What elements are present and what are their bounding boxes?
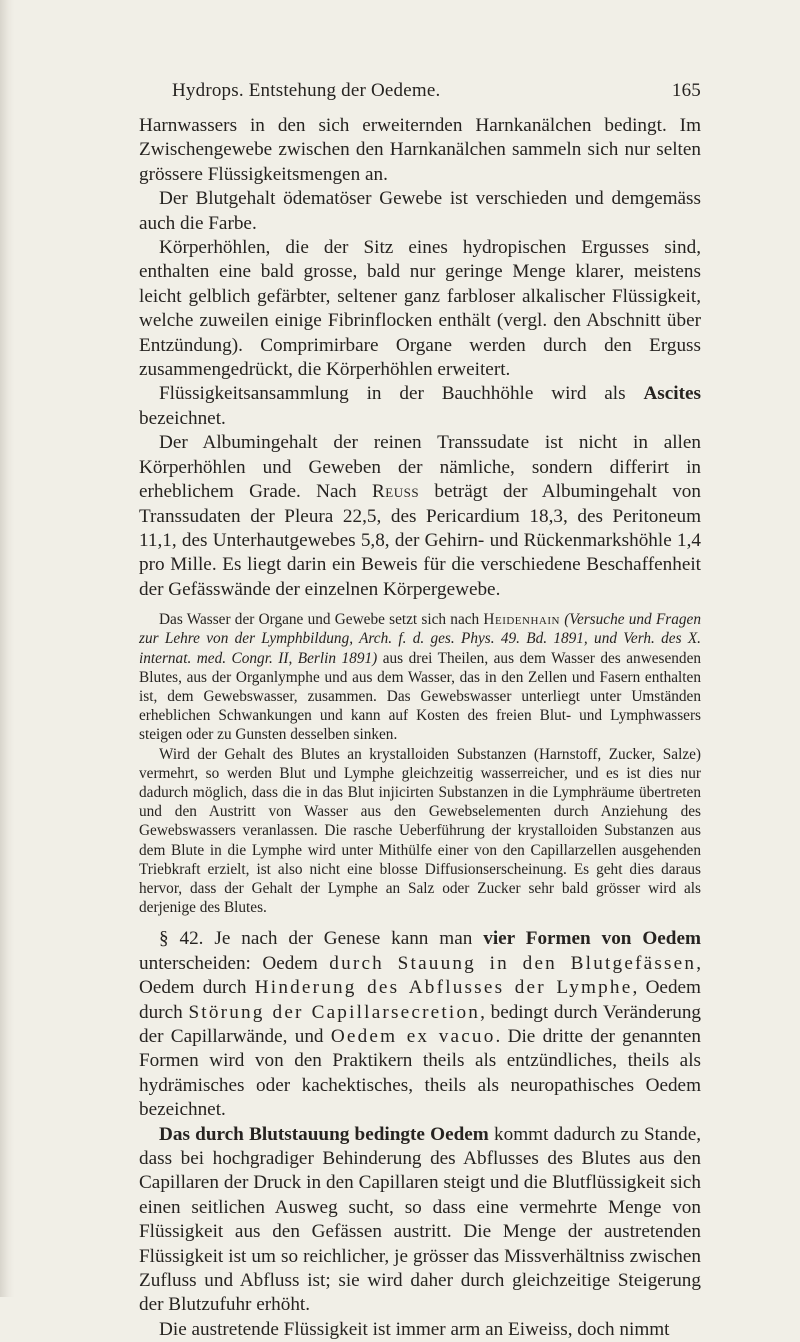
emphasis: Das durch Blutstauung bedingte Oedem — [159, 1123, 489, 1145]
small-print-note — [139, 610, 701, 917]
page-number: 165 — [671, 80, 701, 101]
section-paragraph: § 42. Je nach der Genese kann man vier Formen von Oedem unterscheiden: Oedem durch Stauung in den Blutgefässen, Oedem durch Hinderung des Abflusses der Lymphe, Oedem durch Störung der Capillarsecretion, bedingt durch Veränderung der Capillarwände, und Oedem ex vacuo. Die dritte der genannten Formen wird von den Praktikern theils als entzündliches, theils als hydrämisches oder kachektisches, theils als neuropathisches Oedem bezeichnet. — [139, 928, 702, 1121]
emphasis: vier Formen von Oedem — [483, 928, 701, 950]
paragraph: Harnwassers in den sich erweiternden Harnkanälchen bedingt. Im Zwischengewebe zwischen den Harnkanälchen sammeln sich nur selten grössere Flüssigkeitsmengen an. — [139, 115, 701, 185]
note-paragraph: Wird der Gehalt des Blutes an krystalloiden Substanzen (Harnstoff, Zucker, Salze) vermehrt, so werden Blut und Lymphe gleichzeitig wasserreicher, und es ist dies nur dadurch möglich, dass die in das Blut injicirten Substanzen in die Lymphräume übertreten und den Austritt von Wasser aus den Gewebselementen durch Anziehung des Gewebswassers veranlassen. Die rasche Ueberführung der krystalloiden Substanzen aus dem Blute in die Lymphe wird unter Mithülfe einer von den Capillarzellen ausgehenden Triebkraft erzielt, ist also nicht eine blosse Diffusionserscheinung. Es geht dies daraus hervor, dass der Gehalt der Lymphe an Salz oder Zucker sehr bald grösser wird als derjenige des Blutes. — [139, 745, 701, 917]
main-text — [139, 927, 701, 1342]
paragraph: Flüssigkeitsansammlung in der Bauchhöhle wird als Ascites bezeichnet. — [139, 383, 701, 429]
term-ascites: Ascites — [643, 383, 701, 405]
paragraph: Körperhöhlen, die der Sitz eines hydropischen Ergusses sind, enthalten eine bald grosse, bald nur geringe Menge klarer, meistens leicht gelblich gefärbter, seltener ganz farbloser alkalischer Flüssigkeit, welche zuweilen einige Fibrinflocken enthält (vergl. den Abschnitt über Entzündung). Comprimirbare Organe werden durch den Erguss zusammengedrückt, die Körperhöhlen erweitert. — [139, 237, 701, 381]
paragraph: Der Albumingehalt der reinen Transsudate ist nicht in allen Körperhöhlen und Geweben der nämliche, sondern differirt in erheblichem Grade. Nach Reuss beträgt der Albumingehalt von Transsudaten der Pleura 22,5, des Pericardium 18,3, des Peritoneum 11,1, des Unterhautgewebes 5,8, der Gehirn- und Rückenmarkshöhle 1,4 pro Mille. Es liegt darin ein Beweis für die verschiedene Beschaffenheit der Gefässwände der einzelnen Körpergewebe. — [139, 432, 701, 600]
citation: (Versuche und Fragen zur Lehre von der Lymphbildung, Arch. f. d. ges. Phys. 49. Bd. 1891, und Verh. des X. internat. med. Congr. II, Berlin 1891) — [139, 611, 701, 667]
paragraph: Die austretende Flüssigkeit ist immer arm an Eiweiss, doch nimmt — [159, 1318, 670, 1340]
paragraph: Der Blutgehalt ödematöser Gewebe ist verschieden und demgemäss auch die Farbe. — [139, 188, 701, 234]
note-paragraph: Das Wasser der Organe und Gewebe setzt sich nach Heidenhain (Versuche und Fragen zur Lehre von der Lymphbildung, Arch. f. d. ges. Phys. 49. Bd. 1891, und Verh. des X. internat. med. Congr. II, Berlin 1891) aus drei Theilen, aus dem Wasser des anwesenden Blutes, aus der Organlymphe und aus dem Wasser, das in den Zellen und Fasern enthalten ist, dem Gewebswasser, zusammen. Das Gewebswasser unterliegt unter Umständen erheblichen Schwankungen und kann auf Kosten des freien Blut- und Lymphwassers steigen oder zu Gunsten desselben sinken. — [139, 611, 702, 744]
running-header — [139, 80, 701, 102]
paragraph: Das durch Blutstauung bedingte Oedem kommt dadurch zu Stande, dass bei hochgradiger Behinderung des Abflusses des Blutes aus den Capillaren der Druck in den Capillaren steigt und die Blutflüssigkeit sich einen seitlichen Ausweg sucht, so dass eine vermehrte Menge von Flüssigkeit aus den Gefässen austritt. Die Menge der austretenden Flüssigkeit ist um so reichlicher, je grösser das Missverhältniss zwischen Zufluss und Abfluss ist; sie wird daher durch gleichzeitige Steigerung der Blutzufuhr erhöht. — [139, 1123, 702, 1316]
author-name: Heidenhain — [483, 611, 560, 629]
author-name: Reuss — [371, 481, 420, 503]
page-content — [139, 80, 701, 1342]
running-title: Hydrops. Entstehung der Oedeme. — [172, 80, 441, 101]
page-edge-shadow — [0, 0, 14, 1297]
main-text — [139, 114, 701, 602]
